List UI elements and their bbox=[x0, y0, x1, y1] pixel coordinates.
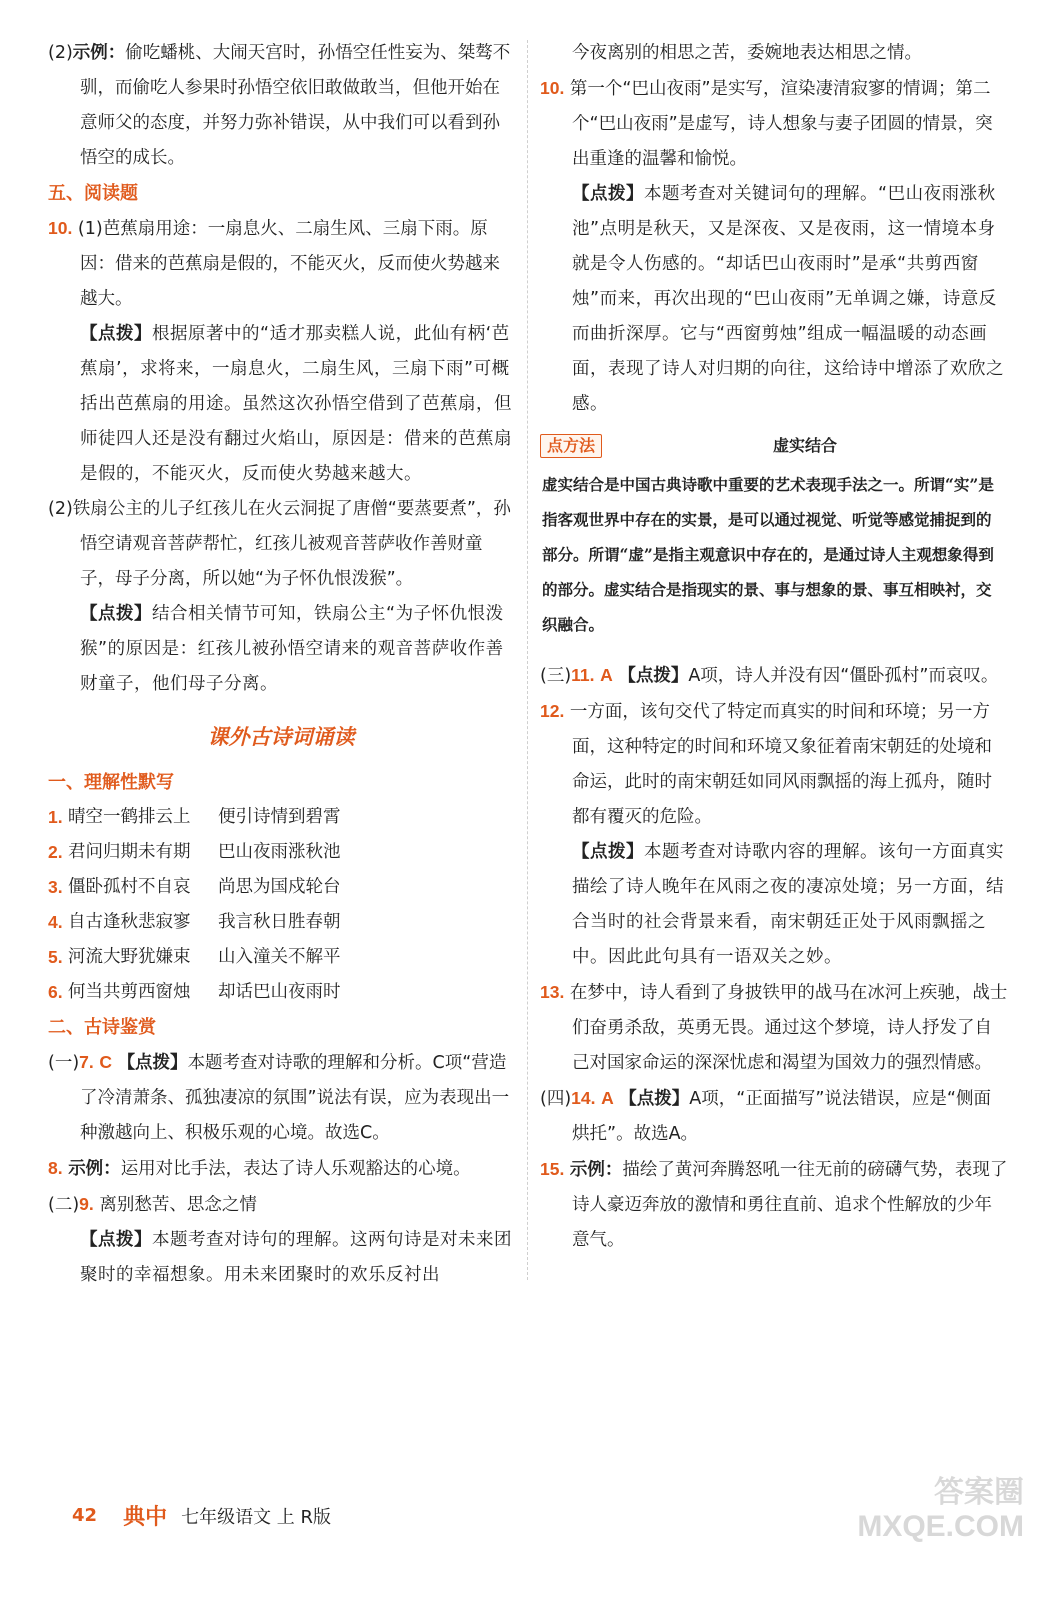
method-tag: 点方法 bbox=[540, 434, 602, 458]
q8 bbox=[48, 1151, 514, 1187]
poem-line-a: 晴空一鹤排云上 bbox=[68, 807, 191, 827]
q14-answer: A bbox=[601, 1088, 614, 1108]
q10-part1-tip bbox=[48, 317, 514, 492]
q10-right-tip-text: 本题考查对关键词句的理解。“巴山夜雨涨秋池”点明是秋天，又是深夜、又是夜雨，这一情境本身就是令人伤感的。“却话巴山夜雨时”是承“共剪西窗烛”而来，再次出现的“巴山夜雨”无单调之嫌，诗意反而曲折深厚。它与“西窗剪烛”组成一幅温暖的动态画面，表现了诗人对归期的向往，这给诗中增添了欢欣之感。 bbox=[572, 184, 1004, 414]
section-appreciation-title: 二、古诗鉴赏 bbox=[48, 1017, 156, 1038]
q14-number: 14. bbox=[571, 1088, 596, 1108]
tip-label: 【点拨】 bbox=[80, 1230, 152, 1250]
q12-tip bbox=[540, 835, 1008, 975]
q10-part1-tip-text: 根据原著中的“适才那卖糕人说，此仙有柄‘芭蕉扇’，求将来，一扇息火，二扇生风，三扇下雨”可概括出芭蕉扇的用途。虽然这次孙悟空借到了芭蕉扇，但师徒四人还是没有翻过火焰山，原因是：借来的芭蕉扇是假的，不能灭火，反而使火势越来越大。 bbox=[80, 324, 512, 484]
q7-answer: C bbox=[99, 1052, 112, 1072]
tip-label: 【点拨】 bbox=[572, 842, 644, 862]
poem-number: 2. bbox=[48, 842, 63, 862]
q7 bbox=[48, 1045, 514, 1151]
page-number: 42 bbox=[72, 1505, 98, 1526]
q10-right-number: 10. bbox=[540, 78, 565, 98]
section-dictation-title: 一、理解性默写 bbox=[48, 772, 174, 793]
q9-text: 离别愁苦、思念之情 bbox=[99, 1195, 257, 1215]
q10-right bbox=[540, 71, 1008, 177]
poem-line-a: 河流大野犹嫌束 bbox=[68, 947, 191, 967]
q8-text: 运用对比手法，表达了诗人乐观豁达的心境。 bbox=[120, 1159, 471, 1179]
method-box bbox=[540, 428, 1008, 642]
q10-part1-text: (1)芭蕉扇用途：一扇息火、二扇生风、三扇下雨。原因：借来的芭蕉扇是假的，不能灭火，反而使火势越来越大。 bbox=[77, 219, 500, 309]
q9-number: 9. bbox=[79, 1194, 94, 1214]
poem-row bbox=[48, 940, 514, 975]
poem-line-b: 我言秋日胜春朝 bbox=[218, 912, 341, 932]
q10-part2-text: (2)铁扇公主的儿子红孩儿在火云洞捉了唐僧“要蒸要煮”，孙悟空请观音菩萨帮忙，红孩儿被观音菩萨收作善财童子，母子分离，所以她“为子怀仇恨泼猴”。 bbox=[48, 499, 511, 589]
poem-line-b: 巴山夜雨涨秋池 bbox=[218, 842, 341, 862]
q9-tip bbox=[48, 1223, 514, 1293]
poem-line-b: 却话巴山夜雨时 bbox=[218, 982, 341, 1002]
poem-line-b: 尚思为国戍轮台 bbox=[218, 877, 341, 897]
q10-right-text: 第一个“巴山夜雨”是实写，渲染凄清寂寥的情调；第二个“巴山夜雨”是虚写，诗人想象与妻子团圆的情景，突出重逢的温馨和愉悦。 bbox=[569, 79, 993, 169]
q10-part2-tip bbox=[48, 597, 514, 702]
item-2-label: 示例： bbox=[72, 43, 126, 63]
poem-number: 6. bbox=[48, 982, 63, 1002]
q15-number: 15. bbox=[540, 1159, 565, 1179]
q9-tip-text: 本题考查对诗句的理解。这两句诗是对未来团聚时的幸福想象。用未来团聚时的欢乐反衬出 bbox=[80, 1230, 512, 1285]
poem-row bbox=[48, 975, 514, 1010]
tip-label: 【点拨】 bbox=[618, 666, 689, 686]
q9 bbox=[48, 1187, 514, 1223]
item-2-prefix: (2) bbox=[48, 43, 73, 63]
tip-label: 【点拨】 bbox=[572, 184, 644, 204]
tip-label: 【点拨】 bbox=[80, 604, 152, 624]
poem-number: 5. bbox=[48, 947, 63, 967]
q8-number: 8. bbox=[48, 1158, 63, 1178]
poem-list bbox=[48, 800, 514, 1010]
q11-number: 11. bbox=[571, 665, 595, 685]
poem-line-b: 便引诗情到碧霄 bbox=[218, 807, 341, 827]
poem-row bbox=[48, 835, 514, 870]
watermark-line1: 答案圈 bbox=[934, 1476, 1024, 1509]
poem-line-b: 山入潼关不解平 bbox=[218, 947, 341, 967]
q11 bbox=[540, 658, 1008, 694]
q10-part2 bbox=[48, 492, 514, 597]
q9-tip-continued: 今夜离别的相思之苦，委婉地表达相思之情。 bbox=[572, 43, 922, 63]
poem-number: 1. bbox=[48, 807, 63, 827]
item-2-text: 偷吃蟠桃、大闹天宫时，孙悟空任性妄为、桀骜不驯，而偷吃人参果时孙悟空依旧敢做敢当，但他开始在意师父的态度，并努力弥补错误，从中我们可以看到孙悟空的成长。 bbox=[80, 43, 511, 168]
q15-label: 示例： bbox=[569, 1160, 623, 1180]
section-reading-title: 五、阅读题 bbox=[48, 183, 138, 204]
q10-part2-tip-text: 结合相关情节可知，铁扇公主“为子怀仇恨泼猴”的原因是：红孩儿被孙悟空请来的观音菩萨收作善财童子，他们母子分离。 bbox=[80, 604, 504, 694]
method-body: 虚实结合是中国古典诗歌中重要的艺术表现手法之一。所谓“实”是指客观世界中存在的实景，是可以通过视觉、听觉等感觉捕捉到的部分。所谓“虚”是指主观意识中存在的，是通过诗人主观想象得到的部分。虚实结合是指现实的景、事与想象的景、事互相映衬，交织融合。 bbox=[542, 475, 994, 634]
q14-prefix: (四) bbox=[540, 1089, 572, 1109]
poem-number: 3. bbox=[48, 877, 63, 897]
q10-number: 10. bbox=[48, 218, 73, 238]
q13 bbox=[540, 975, 1008, 1081]
right-column bbox=[540, 36, 1008, 1258]
method-header bbox=[540, 428, 1008, 463]
poem-row bbox=[48, 800, 514, 835]
q14-text: A项，“正面描写”说法错误，应是“侧面烘托”。故选A。 bbox=[572, 1089, 991, 1144]
q12-text: 一方面，该句交代了特定而真实的时间和环境；另一方面，这种特定的时间和环境又象征着南宋朝廷的处境和命运，此时的南宋朝廷如同风雨飘摇的海上孤舟，随时都有覆灭的危险。 bbox=[569, 702, 992, 827]
section-main-title: 课外古诗词诵读 bbox=[207, 725, 355, 749]
q13-number: 13. bbox=[540, 982, 565, 1002]
watermark bbox=[857, 1476, 1024, 1544]
tip-label: 【点拨】 bbox=[117, 1053, 188, 1073]
poem-line-a: 君问归期未有期 bbox=[68, 842, 191, 862]
q7-number: 7. bbox=[79, 1052, 94, 1072]
q12-number: 12. bbox=[540, 701, 565, 721]
q14 bbox=[540, 1081, 1008, 1152]
poem-line-a: 何当共剪西窗烛 bbox=[68, 982, 191, 1002]
q11-text: A项，诗人并没有因“僵卧孤村”而哀叹。 bbox=[688, 666, 999, 686]
tip-label: 【点拨】 bbox=[80, 324, 152, 344]
q9-prefix: (二) bbox=[48, 1195, 80, 1215]
tip-label: 【点拨】 bbox=[619, 1089, 690, 1109]
column-divider bbox=[527, 40, 528, 1280]
q7-prefix: (一) bbox=[48, 1053, 80, 1073]
q13-text: 在梦中，诗人看到了身披铁甲的战马在冰河上疾驰，战士们奋勇杀敌，英勇无畏。通过这个梦境，诗人抒发了自己对国家命运的深深忧虑和渴望为国效力的强烈情感。 bbox=[569, 983, 1008, 1073]
q8-label: 示例： bbox=[68, 1159, 121, 1179]
book-title: 七年级语文 上 R版 bbox=[181, 1506, 332, 1528]
poem-number: 4. bbox=[48, 912, 63, 932]
method-title: 虚实结合 bbox=[773, 436, 838, 455]
watermark-line2: MXQE.COM bbox=[857, 1510, 1024, 1543]
q11-answer: A bbox=[600, 665, 613, 685]
poem-line-a: 自古逢秋悲寂寥 bbox=[68, 912, 191, 932]
q15 bbox=[540, 1152, 1008, 1258]
poem-line-a: 僵卧孤村不自哀 bbox=[68, 877, 191, 897]
item-2 bbox=[48, 36, 514, 176]
q11-prefix: (三) bbox=[540, 666, 572, 686]
q12-tip-text: 本题考查对诗歌内容的理解。该句一方面真实描绘了诗人晚年在风雨之夜的凄凉处境；另一方面，结合当时的社会背景来看，南宋朝廷正处于风雨飘摇之中。因此此句具有一语双关之妙。 bbox=[572, 842, 1004, 967]
page-footer bbox=[72, 1500, 331, 1531]
poem-row bbox=[48, 905, 514, 940]
poem-row bbox=[48, 870, 514, 905]
q10-right-tip bbox=[540, 177, 1008, 422]
left-column bbox=[48, 36, 514, 1293]
q15-text: 描绘了黄河奔腾怒吼一往无前的磅礴气势，表现了诗人豪迈奔放的激情和勇往直前、追求个性解放的少年意气。 bbox=[572, 1160, 1008, 1250]
q12 bbox=[540, 694, 1008, 835]
brand-logo: 典中 bbox=[123, 1505, 168, 1530]
q7-text: 本题考查对诗歌的理解和分析。C项“营造了冷清萧条、孤独凄凉的氛围”说法有误，应为表现出一种激越向上、积极乐观的心境。故选C。 bbox=[80, 1053, 510, 1143]
q10-part1 bbox=[48, 211, 514, 317]
